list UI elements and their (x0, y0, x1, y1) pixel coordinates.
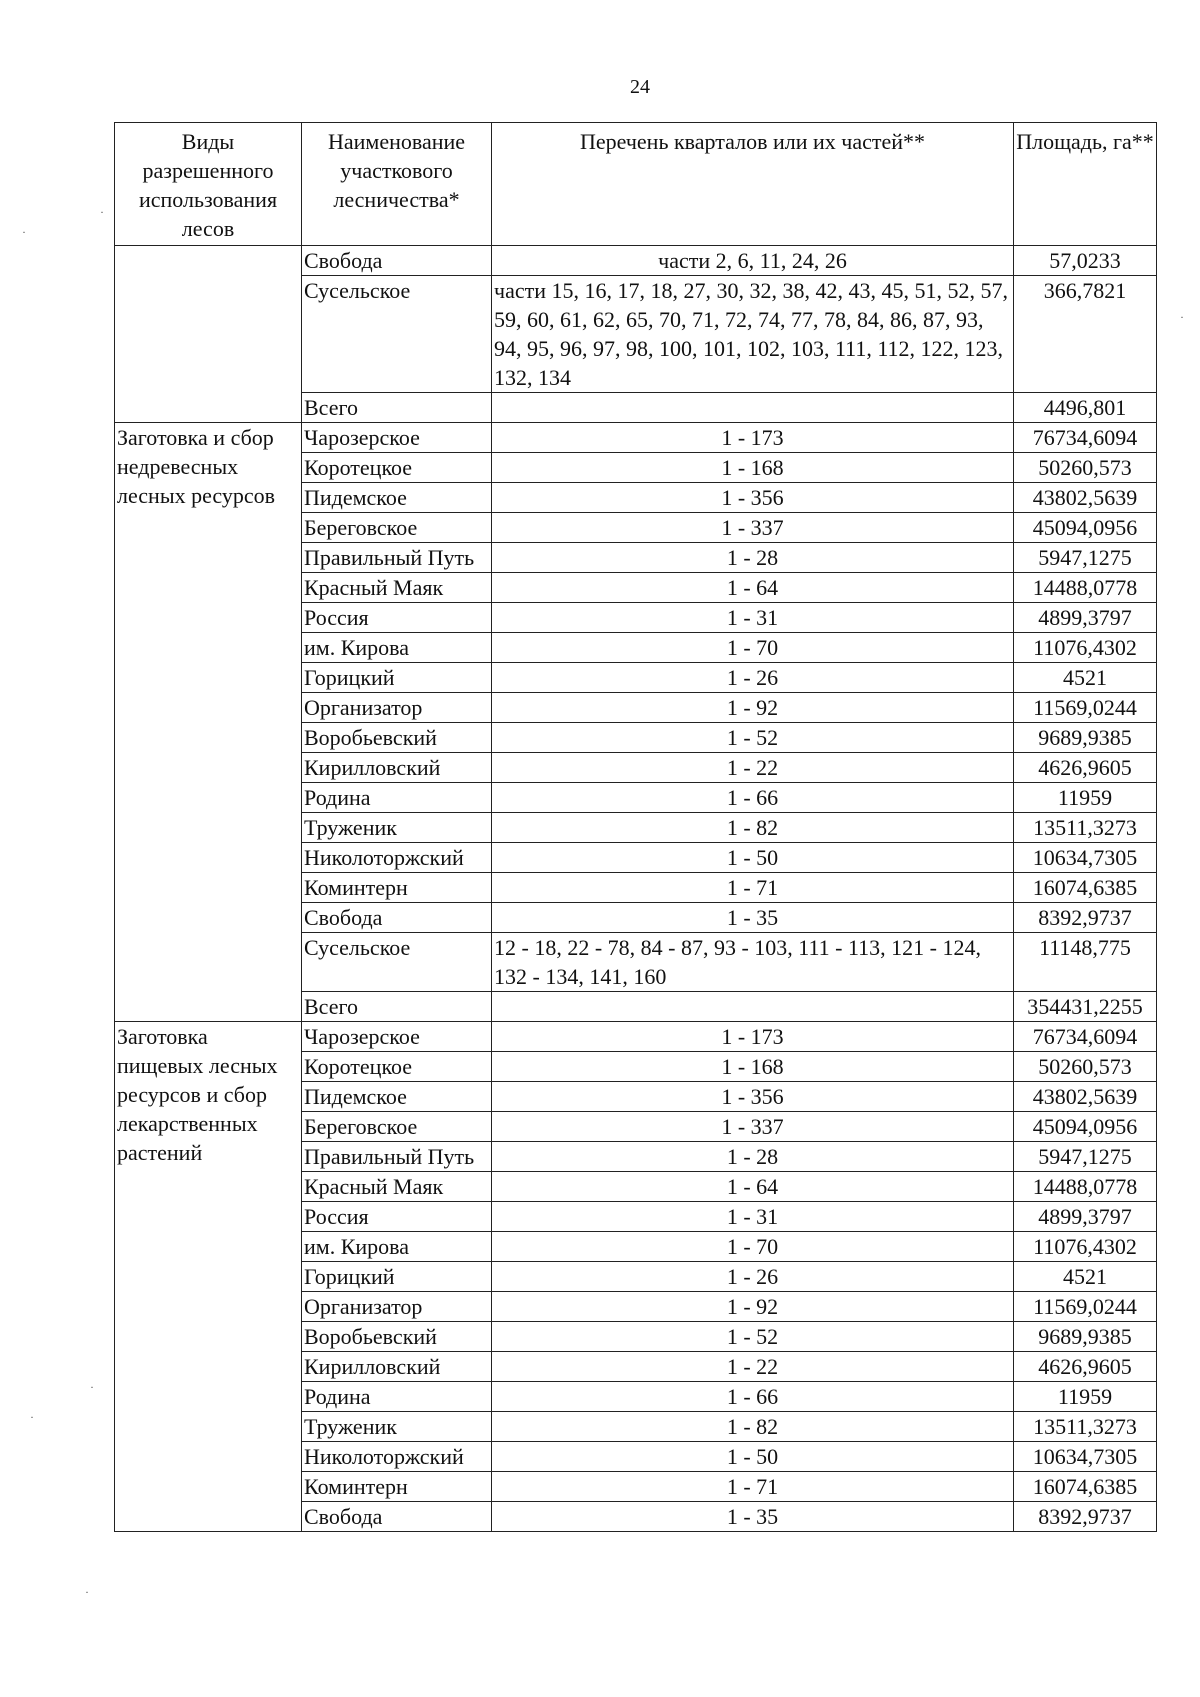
cell-forestry-name: Кирилловский (302, 1352, 492, 1382)
cell-forestry-name: Горицкий (302, 1262, 492, 1292)
header-quarters-list: Перечень кварталов или их частей** (492, 123, 1014, 246)
cell-forestry-name: Родина (302, 783, 492, 813)
cell-forestry-name: Правильный Путь (302, 1142, 492, 1172)
cell-area: 11076,4302 (1014, 633, 1157, 663)
table-row (115, 1022, 1157, 1052)
cell-area: 14488,0778 (1014, 573, 1157, 603)
cell-quarters: 1 - 173 (492, 1022, 1014, 1052)
cell-area: 4521 (1014, 663, 1157, 693)
cell-quarters: 1 - 168 (492, 453, 1014, 483)
cell-forestry-name: Чарозерское (302, 1022, 492, 1052)
cell-use-type (115, 246, 302, 423)
cell-area: 43802,5639 (1014, 1082, 1157, 1112)
cell-quarters: 1 - 92 (492, 693, 1014, 723)
cell-quarters: 1 - 82 (492, 813, 1014, 843)
cell-quarters: 1 - 31 (492, 1202, 1014, 1232)
cell-quarters: 1 - 356 (492, 1082, 1014, 1112)
cell-forestry-name: Организатор (302, 1292, 492, 1322)
cell-forestry-name: Береговское (302, 513, 492, 543)
cell-quarters: 1 - 70 (492, 633, 1014, 663)
cell-area: 57,0233 (1014, 246, 1157, 276)
cell-quarters: 1 - 337 (492, 1112, 1014, 1142)
cell-quarters: 1 - 337 (492, 513, 1014, 543)
cell-forestry-name: Воробьевский (302, 723, 492, 753)
cell-area: 4521 (1014, 1262, 1157, 1292)
cell-area: 354431,2255 (1014, 992, 1157, 1022)
cell-area: 11569,0244 (1014, 693, 1157, 723)
cell-forestry-name: Пидемское (302, 1082, 492, 1112)
cell-forestry-name: Россия (302, 1202, 492, 1232)
header-forestry-name: Наименование участкового лесничества* (302, 123, 492, 246)
cell-quarters: 1 - 64 (492, 573, 1014, 603)
cell-area: 8392,9737 (1014, 903, 1157, 933)
cell-forestry-name: Свобода (302, 903, 492, 933)
cell-quarters: 1 - 71 (492, 1472, 1014, 1502)
cell-area: 4496,801 (1014, 393, 1157, 423)
cell-forestry-name: Береговское (302, 1112, 492, 1142)
forest-use-table (114, 122, 1157, 1532)
cell-quarters: 1 - 26 (492, 663, 1014, 693)
cell-quarters: 1 - 28 (492, 1142, 1014, 1172)
cell-area: 16074,6385 (1014, 873, 1157, 903)
cell-forestry-name: Чарозерское (302, 423, 492, 453)
cell-quarters: 1 - 28 (492, 543, 1014, 573)
cell-quarters (492, 992, 1014, 1022)
cell-area: 4899,3797 (1014, 1202, 1157, 1232)
cell-area: 11569,0244 (1014, 1292, 1157, 1322)
cell-use-type: Заготовка и сбор недревесных лесных ресурсов (115, 423, 302, 1022)
scan-dots: · (90, 1380, 94, 1394)
cell-area: 76734,6094 (1014, 423, 1157, 453)
cell-area: 10634,7305 (1014, 1442, 1157, 1472)
cell-quarters: 1 - 71 (492, 873, 1014, 903)
cell-forestry-name: Всего (302, 992, 492, 1022)
cell-area: 5947,1275 (1014, 543, 1157, 573)
cell-area: 11959 (1014, 1382, 1157, 1412)
cell-quarters: 1 - 168 (492, 1052, 1014, 1082)
cell-forestry-name: Россия (302, 603, 492, 633)
cell-use-type: Заготовка пищевых лесных ресурсов и сбор лекарственных растений (115, 1022, 302, 1532)
cell-area: 43802,5639 (1014, 483, 1157, 513)
table-row (115, 423, 1157, 453)
cell-forestry-name: Родина (302, 1382, 492, 1412)
cell-forestry-name: Воробьевский (302, 1322, 492, 1352)
cell-quarters: 1 - 31 (492, 603, 1014, 633)
cell-forestry-name: Всего (302, 393, 492, 423)
scan-dots: · (1180, 310, 1184, 324)
cell-forestry-name: Коротецкое (302, 1052, 492, 1082)
cell-quarters: 1 - 66 (492, 1382, 1014, 1412)
cell-quarters: 1 - 356 (492, 483, 1014, 513)
cell-area: 4626,9605 (1014, 753, 1157, 783)
cell-forestry-name: Коротецкое (302, 453, 492, 483)
cell-forestry-name: Сусельское (302, 933, 492, 992)
scan-dots: · (100, 205, 104, 219)
cell-forestry-name: Кирилловский (302, 753, 492, 783)
header-area: Площадь, га** (1014, 123, 1157, 246)
cell-quarters: части 2, 6, 11, 24, 26 (492, 246, 1014, 276)
cell-area: 8392,9737 (1014, 1502, 1157, 1532)
cell-forestry-name: Сусельское (302, 276, 492, 393)
cell-quarters: 1 - 82 (492, 1412, 1014, 1442)
cell-area: 11076,4302 (1014, 1232, 1157, 1262)
cell-quarters: 1 - 70 (492, 1232, 1014, 1262)
cell-area: 13511,3273 (1014, 813, 1157, 843)
table-row (115, 246, 1157, 276)
cell-quarters: 1 - 173 (492, 423, 1014, 453)
scan-dots: · (22, 225, 26, 239)
cell-quarters: 1 - 22 (492, 1352, 1014, 1382)
cell-area: 9689,9385 (1014, 723, 1157, 753)
cell-forestry-name: Красный Маяк (302, 1172, 492, 1202)
cell-quarters: 1 - 50 (492, 1442, 1014, 1472)
cell-quarters: части 15, 16, 17, 18, 27, 30, 32, 38, 42, 43, 45, 51, 52, 57, 59, 60, 61, 62, 65, 70, 71, 72, 74, 77, 78, 84, 86, 87, 93, 94, 95, 96, 97, 98, 100, 101, 102, 103, 111, 112, 122, 123, 132, 134 (492, 276, 1014, 393)
scan-dots: · (30, 1410, 34, 1424)
scan-dots: · (85, 1585, 89, 1599)
cell-area: 366,7821 (1014, 276, 1157, 393)
cell-quarters: 1 - 35 (492, 903, 1014, 933)
cell-area: 14488,0778 (1014, 1172, 1157, 1202)
cell-forestry-name: им. Кирова (302, 1232, 492, 1262)
cell-quarters: 1 - 50 (492, 843, 1014, 873)
cell-forestry-name: Пидемское (302, 483, 492, 513)
cell-forestry-name: Правильный Путь (302, 543, 492, 573)
cell-forestry-name: Николоторжский (302, 1442, 492, 1472)
cell-area: 45094,0956 (1014, 513, 1157, 543)
cell-quarters: 1 - 35 (492, 1502, 1014, 1532)
cell-area: 5947,1275 (1014, 1142, 1157, 1172)
header-use-type: Виды разрешенного использования лесов (115, 123, 302, 246)
cell-quarters: 1 - 52 (492, 1322, 1014, 1352)
cell-quarters: 1 - 22 (492, 753, 1014, 783)
table-header-row (115, 123, 1157, 246)
cell-area: 11148,775 (1014, 933, 1157, 992)
cell-forestry-name: Николоторжский (302, 843, 492, 873)
cell-quarters: 1 - 92 (492, 1292, 1014, 1322)
cell-quarters: 1 - 26 (492, 1262, 1014, 1292)
cell-quarters (492, 393, 1014, 423)
cell-forestry-name: им. Кирова (302, 633, 492, 663)
cell-area: 45094,0956 (1014, 1112, 1157, 1142)
page-number: 24 (630, 76, 650, 98)
cell-area: 10634,7305 (1014, 843, 1157, 873)
cell-area: 4626,9605 (1014, 1352, 1157, 1382)
cell-area: 50260,573 (1014, 453, 1157, 483)
cell-area: 13511,3273 (1014, 1412, 1157, 1442)
cell-forestry-name: Коминтерн (302, 873, 492, 903)
cell-forestry-name: Организатор (302, 693, 492, 723)
cell-quarters: 1 - 52 (492, 723, 1014, 753)
cell-area: 4899,3797 (1014, 603, 1157, 633)
cell-area: 76734,6094 (1014, 1022, 1157, 1052)
cell-area: 16074,6385 (1014, 1472, 1157, 1502)
cell-forestry-name: Горицкий (302, 663, 492, 693)
cell-area: 50260,573 (1014, 1052, 1157, 1082)
cell-quarters: 1 - 64 (492, 1172, 1014, 1202)
cell-quarters: 12 - 18, 22 - 78, 84 - 87, 93 - 103, 111 - 113, 121 - 124, 132 - 134, 141, 160 (492, 933, 1014, 992)
cell-forestry-name: Труженик (302, 1412, 492, 1442)
cell-area: 9689,9385 (1014, 1322, 1157, 1352)
cell-forestry-name: Труженик (302, 813, 492, 843)
table-body (115, 246, 1157, 1532)
cell-forestry-name: Красный Маяк (302, 573, 492, 603)
cell-forestry-name: Свобода (302, 1502, 492, 1532)
cell-area: 11959 (1014, 783, 1157, 813)
cell-forestry-name: Свобода (302, 246, 492, 276)
cell-forestry-name: Коминтерн (302, 1472, 492, 1502)
cell-quarters: 1 - 66 (492, 783, 1014, 813)
